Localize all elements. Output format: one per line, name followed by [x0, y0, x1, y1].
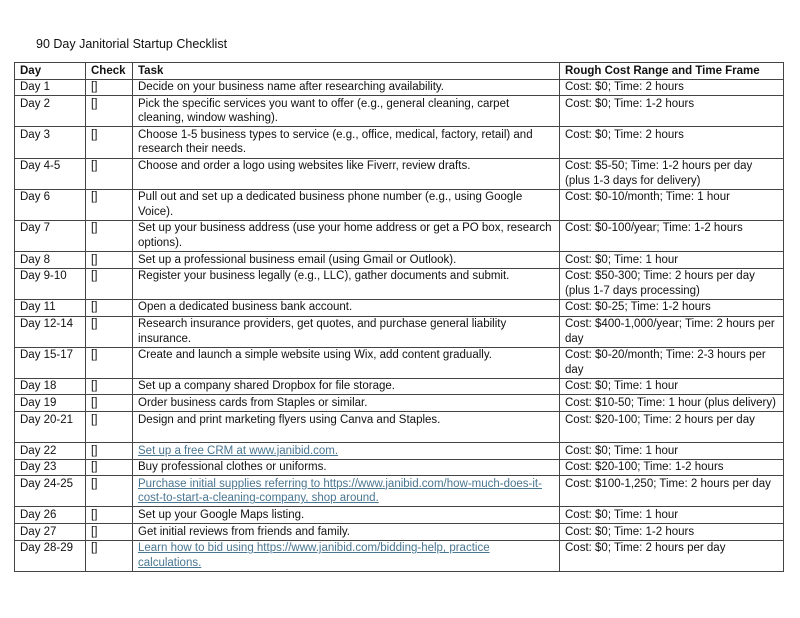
task-cell: Register your business legally (e.g., LLC), gather documents and submit.	[133, 268, 560, 299]
task-cell: Research insurance providers, get quotes, and purchase general liability insurance.	[133, 316, 560, 347]
checkbox-cell[interactable]: []	[86, 268, 133, 299]
header-check: Check	[86, 63, 133, 80]
document-title: 90 Day Janitorial Startup Checklist	[36, 37, 228, 51]
table-row	[15, 476, 784, 507]
cost-cell: Cost: $0; Time: 1-2 hours	[560, 524, 784, 541]
cost-cell: Cost: $0; Time: 1 hour	[560, 378, 784, 395]
table-row	[15, 252, 784, 269]
task-cell: Set up your Google Maps listing.	[133, 507, 560, 524]
checkbox-cell[interactable]: []	[86, 395, 133, 412]
table-row	[15, 524, 784, 541]
cost-cell: Cost: $0-25; Time: 1-2 hours	[560, 299, 784, 316]
table-row	[15, 316, 784, 347]
day-cell: Day 6	[15, 189, 86, 220]
day-cell: Day 8	[15, 252, 86, 269]
checkbox-cell[interactable]: []	[86, 96, 133, 127]
task-cell: Open a dedicated business bank account.	[133, 299, 560, 316]
day-cell: Day 4-5	[15, 158, 86, 189]
table-row	[15, 443, 784, 460]
task-cell: Pull out and set up a dedicated business phone number (e.g., using Google Voice).	[133, 189, 560, 220]
checkbox-cell[interactable]: []	[86, 443, 133, 460]
table-row	[15, 220, 784, 251]
task-cell: Choose 1-5 business types to service (e.g., office, medical, factory, retail) and research their needs.	[133, 127, 560, 158]
task-cell: Buy professional clothes or uniforms.	[133, 459, 560, 476]
cost-cell: Cost: $0; Time: 1 hour	[560, 443, 784, 460]
cost-cell: Cost: $400-1,000/year; Time: 2 hours per day	[560, 316, 784, 347]
checklist-body	[15, 79, 784, 571]
task-link[interactable]: Set up a free CRM at www.janibid.com.	[138, 444, 339, 457]
cost-cell: Cost: $0; Time: 2 hours per day	[560, 540, 784, 571]
day-cell: Day 12-14	[15, 316, 86, 347]
day-cell: Day 28-29	[15, 540, 86, 571]
table-row	[15, 189, 784, 220]
cost-cell: Cost: $100-1,250; Time: 2 hours per day	[560, 476, 784, 507]
header-cost: Rough Cost Range and Time Frame	[560, 63, 784, 80]
day-cell: Day 24-25	[15, 476, 86, 507]
checkbox-cell[interactable]: []	[86, 79, 133, 96]
task-cell	[133, 540, 560, 571]
day-cell: Day 20-21	[15, 412, 86, 443]
cost-cell: Cost: $0-100/year; Time: 1-2 hours	[560, 220, 784, 251]
table-row	[15, 299, 784, 316]
checkbox-cell[interactable]: []	[86, 524, 133, 541]
day-cell: Day 1	[15, 79, 86, 96]
table-row	[15, 395, 784, 412]
cost-cell: Cost: $0; Time: 2 hours	[560, 127, 784, 158]
table-row	[15, 347, 784, 378]
cost-cell: Cost: $20-100; Time: 2 hours per day	[560, 412, 784, 443]
checkbox-cell[interactable]: []	[86, 127, 133, 158]
task-cell: Set up your business address (use your home address or get a PO box, research options).	[133, 220, 560, 251]
table-row	[15, 412, 784, 443]
day-cell: Day 2	[15, 96, 86, 127]
cost-cell: Cost: $0-20/month; Time: 2-3 hours per day	[560, 347, 784, 378]
cost-cell: Cost: $0-10/month; Time: 1 hour	[560, 189, 784, 220]
checkbox-cell[interactable]: []	[86, 412, 133, 443]
task-cell: Order business cards from Staples or similar.	[133, 395, 560, 412]
checkbox-cell[interactable]: []	[86, 220, 133, 251]
day-cell: Day 7	[15, 220, 86, 251]
table-row	[15, 127, 784, 158]
cost-cell: Cost: $20-100; Time: 1-2 hours	[560, 459, 784, 476]
checkbox-cell[interactable]: []	[86, 378, 133, 395]
checkbox-cell[interactable]: []	[86, 476, 133, 507]
day-cell: Day 15-17	[15, 347, 86, 378]
task-cell: Design and print marketing flyers using Canva and Staples.	[133, 412, 560, 443]
task-cell: Set up a company shared Dropbox for file storage.	[133, 378, 560, 395]
cost-cell: Cost: $0; Time: 1-2 hours	[560, 96, 784, 127]
checkbox-cell[interactable]: []	[86, 189, 133, 220]
cost-cell: Cost: $0; Time: 1 hour	[560, 252, 784, 269]
task-cell	[133, 476, 560, 507]
checkbox-cell[interactable]: []	[86, 158, 133, 189]
task-cell: Create and launch a simple website using Wix, add content gradually.	[133, 347, 560, 378]
checklist-table	[14, 62, 784, 572]
table-row	[15, 540, 784, 571]
checkbox-cell[interactable]: []	[86, 507, 133, 524]
checkbox-cell[interactable]: []	[86, 316, 133, 347]
task-cell: Choose and order a logo using websites like Fiverr, review drafts.	[133, 158, 560, 189]
cost-cell: Cost: $0; Time: 1 hour	[560, 507, 784, 524]
table-row	[15, 79, 784, 96]
header-day: Day	[15, 63, 86, 80]
cost-cell: Cost: $10-50; Time: 1 hour (plus delivery)	[560, 395, 784, 412]
table-row	[15, 268, 784, 299]
checkbox-cell[interactable]: []	[86, 540, 133, 571]
day-cell: Day 19	[15, 395, 86, 412]
day-cell: Day 23	[15, 459, 86, 476]
day-cell: Day 11	[15, 299, 86, 316]
task-cell: Get initial reviews from friends and family.	[133, 524, 560, 541]
task-cell: Decide on your business name after researching availability.	[133, 79, 560, 96]
day-cell: Day 9-10	[15, 268, 86, 299]
header-task: Task	[133, 63, 560, 80]
table-row	[15, 459, 784, 476]
checkbox-cell[interactable]: []	[86, 347, 133, 378]
table-row	[15, 507, 784, 524]
day-cell: Day 26	[15, 507, 86, 524]
table-row	[15, 96, 784, 127]
table-row	[15, 378, 784, 395]
cost-cell: Cost: $50-300; Time: 2 hours per day (plus 1-7 days processing)	[560, 268, 784, 299]
day-cell: Day 3	[15, 127, 86, 158]
checkbox-cell[interactable]: []	[86, 299, 133, 316]
day-cell: Day 18	[15, 378, 86, 395]
task-cell	[133, 443, 560, 460]
task-link[interactable]: Learn how to bid using https://www.janibid.com/bidding-help, practice calculations.	[138, 542, 490, 569]
task-cell: Pick the specific services you want to offer (e.g., general cleaning, carpet cleaning, window washing).	[133, 96, 560, 127]
cost-cell: Cost: $0; Time: 2 hours	[560, 79, 784, 96]
header-row	[15, 63, 784, 80]
checkbox-cell[interactable]: []	[86, 252, 133, 269]
table-row	[15, 158, 784, 189]
task-cell: Set up a professional business email (using Gmail or Outlook).	[133, 252, 560, 269]
cost-cell: Cost: $5-50; Time: 1-2 hours per day (plus 1-3 days for delivery)	[560, 158, 784, 189]
task-link[interactable]: Purchase initial supplies referring to https://www.janibid.com/how-much-does-it-cost-to-start-a-cleaning-company, shop around.	[138, 477, 542, 505]
day-cell: Day 22	[15, 443, 86, 460]
day-cell: Day 27	[15, 524, 86, 541]
checkbox-cell[interactable]: []	[86, 459, 133, 476]
